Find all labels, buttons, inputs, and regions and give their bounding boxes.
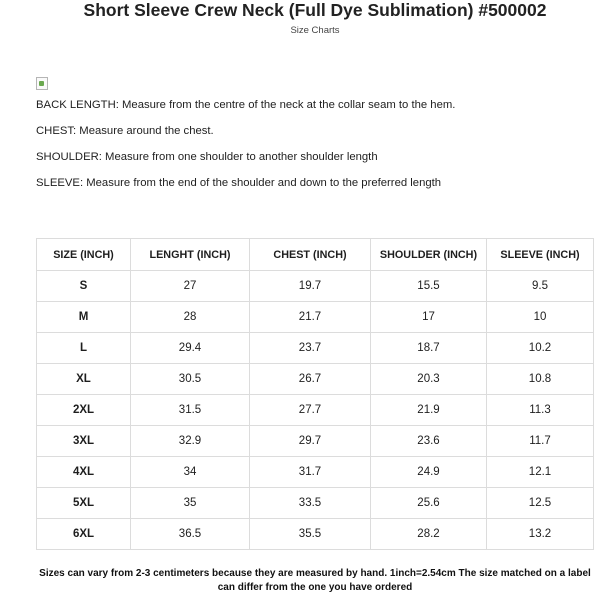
table-row <box>37 488 594 519</box>
cell-sleeve: 13.2 <box>487 519 594 550</box>
cell-size: 6XL <box>37 519 131 550</box>
table-row <box>37 457 594 488</box>
cell-length: 34 <box>131 457 250 488</box>
cell-chest: 35.5 <box>250 519 371 550</box>
cell-length: 29.4 <box>131 333 250 364</box>
header-length: LENGHT (INCH) <box>131 239 250 271</box>
table-body <box>37 271 594 550</box>
page-title: Short Sleeve Crew Neck (Full Dye Sublimation) #500002 <box>83 0 547 20</box>
measurement-shoulder: SHOULDER: Measure from one shoulder to another shoulder length <box>36 151 378 163</box>
header-size: SIZE (INCH) <box>37 239 131 271</box>
cell-shoulder: 18.7 <box>371 333 487 364</box>
measurement-sleeve: SLEEVE: Measure from the end of the shoulder and down to the preferred length <box>36 177 442 189</box>
cell-shoulder: 15.5 <box>371 271 487 302</box>
measurement-chest: CHEST: Measure around the chest. <box>36 125 214 137</box>
header-chest: CHEST (INCH) <box>250 239 371 271</box>
cell-sleeve: 11.3 <box>487 395 594 426</box>
table-row <box>37 302 594 333</box>
table-row <box>37 271 594 302</box>
table-row <box>37 333 594 364</box>
cell-size: 4XL <box>37 457 131 488</box>
measurement-back-length: BACK LENGTH: Measure from the centre of the neck at the collar seam to the hem. <box>36 99 456 111</box>
cell-length: 32.9 <box>131 426 250 457</box>
cell-sleeve: 10.2 <box>487 333 594 364</box>
cell-shoulder: 20.3 <box>371 364 487 395</box>
broken-image-icon <box>36 77 48 90</box>
cell-chest: 19.7 <box>250 271 371 302</box>
cell-size: L <box>37 333 131 364</box>
cell-sleeve: 10.8 <box>487 364 594 395</box>
cell-sleeve: 10 <box>487 302 594 333</box>
size-disclaimer-note: Sizes can vary from 2-3 centimeters because they are measured by hand. 1inch=2.54cm The size matched on a label can differ from the one you have ordered <box>39 568 591 593</box>
cell-shoulder: 17 <box>371 302 487 333</box>
cell-size: 3XL <box>37 426 131 457</box>
cell-length: 36.5 <box>131 519 250 550</box>
table-row <box>37 364 594 395</box>
cell-length: 35 <box>131 488 250 519</box>
cell-sleeve: 12.5 <box>487 488 594 519</box>
cell-chest: 23.7 <box>250 333 371 364</box>
cell-chest: 27.7 <box>250 395 371 426</box>
table-header-row <box>37 239 594 271</box>
cell-length: 28 <box>131 302 250 333</box>
cell-chest: 29.7 <box>250 426 371 457</box>
cell-size: S <box>37 271 131 302</box>
cell-chest: 21.7 <box>250 302 371 333</box>
cell-size: XL <box>37 364 131 395</box>
cell-shoulder: 28.2 <box>371 519 487 550</box>
cell-size: M <box>37 302 131 333</box>
cell-length: 30.5 <box>131 364 250 395</box>
cell-shoulder: 24.9 <box>371 457 487 488</box>
cell-sleeve: 11.7 <box>487 426 594 457</box>
header-shoulder: SHOULDER (INCH) <box>371 239 487 271</box>
cell-shoulder: 25.6 <box>371 488 487 519</box>
header-sleeve: SLEEVE (INCH) <box>487 239 594 271</box>
cell-chest: 33.5 <box>250 488 371 519</box>
cell-sleeve: 12.1 <box>487 457 594 488</box>
cell-size: 5XL <box>37 488 131 519</box>
cell-length: 31.5 <box>131 395 250 426</box>
cell-length: 27 <box>131 271 250 302</box>
cell-size: 2XL <box>37 395 131 426</box>
table-row <box>37 395 594 426</box>
cell-shoulder: 23.6 <box>371 426 487 457</box>
table-row <box>37 519 594 550</box>
cell-chest: 26.7 <box>250 364 371 395</box>
cell-sleeve: 9.5 <box>487 271 594 302</box>
cell-shoulder: 21.9 <box>371 395 487 426</box>
page-subtitle: Size Charts <box>290 25 340 36</box>
size-chart-table <box>36 238 594 550</box>
cell-chest: 31.7 <box>250 457 371 488</box>
table-row <box>37 426 594 457</box>
